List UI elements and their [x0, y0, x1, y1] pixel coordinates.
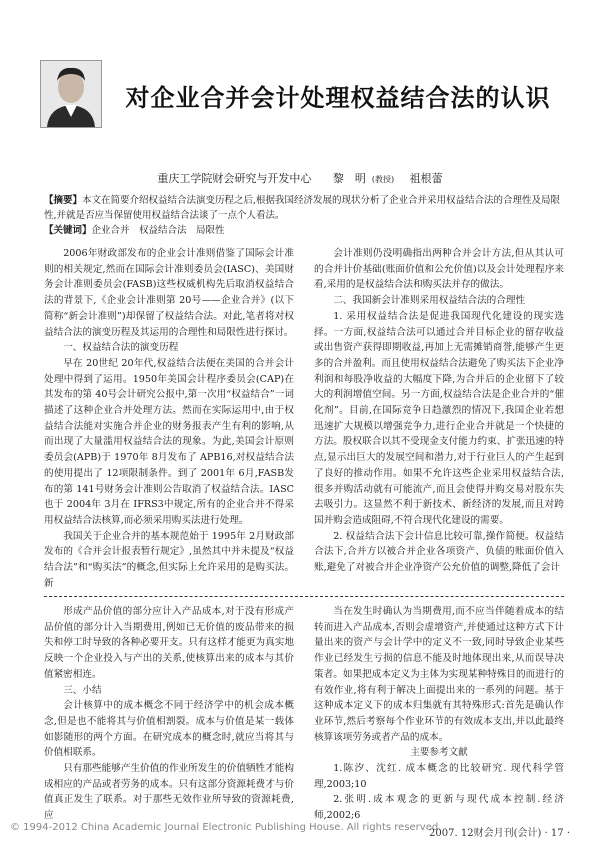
abstract-block: [44, 193, 564, 238]
paragraph: 2. 权益结合法下会计信息比较可靠,操作简便。权益结合法下,合并方以被合并企业各项资产、负债的账面价值入账,避免了对被合并企业净资产公允价值的调整,降低了会计: [314, 530, 564, 574]
bottom-left-column: [44, 604, 294, 824]
paragraph: 会计准则仍没明确指出两种合并会计方法,但从其认可的合并计价基础(账面价值和公允价值)以及会计处理程序来看,采用的是权益结合法和购买法并存的做法。: [314, 248, 564, 291]
left-column: [44, 246, 294, 591]
paragraph: 只有那些能够产生价值的作业所发生的价值牺牲才能构成相应的产品或者劳务的成本。只有这部分资源耗费才与价值真正发生了联系。对于那些无效作业所导致的资源耗费,应: [44, 763, 294, 822]
section-heading: 一、权益结合法的演变历程: [63, 342, 179, 354]
author-line: [0, 170, 600, 186]
abstract: 【摘要】本文在简要介绍权益结合法演变历程之后,根据我国经济发展的现状分析了企业合并采用权益结合法的合理性及局限性,并就是否应当保留使用权益结合法谈了一点个人看法。: [44, 195, 561, 221]
paragraph: 我国关于企业合并的基本规范始于 1995年 2月财政部发布的《合并会计报表暂行规定》,虽然其中并未提及“权益结合法”和“购买法”的概念,但实际上允许采用的是购买法。新: [44, 530, 294, 589]
author-photo: [40, 60, 102, 128]
affiliation: 重庆工学院财会研究与开发中心: [157, 172, 312, 185]
article-title: 对企业合并会计处理权益结合法的认识: [125, 83, 551, 112]
paragraph: 1. 采用权益结合法是促进我国现代化建设的现实选择。一方面,权益结合法可以通过合并目标企业的留存收益或出售资产获得即期收益,再加上无需摊销商誉,能够产生更多的合并盈利。而且使用权益结合法避免了购买法下企业净利润和每股净收益的大幅度下降,为合并后的企业留下了较大的利润增值空间。另一方面,权益结合法是企业合并的“催化剂”。目前,在国际竞争日趋激烈的情况下,我国企业若想迅速扩大规模以增强竞争力,进行企业合并就是一个快捷的方法。股权联合以其不受现金支付能力约束、扩张迅速的特点,显示出巨大的发展空间和潜力,对于行业巨人的产生起到了良好的推动作用。如果不允许这些企业采用权益结合法,很多并购活动就有可能流产,而且会使得并购交易对股东失去吸引力。这显然不利于新技术、新经济的发展,而且对跨国并购会造成阻碍,不符合现代化建设的需要。: [314, 310, 564, 526]
keywords: 【关键词】企业合并 权益结合法 局限性: [44, 225, 225, 236]
author-1: 黎 明 (教授): [332, 172, 395, 185]
right-column: [314, 246, 564, 576]
section-heading: 三、小结: [63, 684, 102, 696]
journal-issue: 2007. 12财会月刊(会计) · 17 ·: [429, 828, 570, 839]
portrait-image: [41, 61, 101, 127]
references-heading: 主要参考文献: [410, 747, 468, 759]
bottom-right-column: [314, 604, 564, 824]
paragraph: 2006年财政部发布的企业会计准则借鉴了国际会计准则的相关规定,然而在国际会计准则委员会(IASC)、美国财务会计准则委员会(FASB)这些权威机构先后取消权益结合法的背景下,《企业会计准则第 20号——企业合并》(以下简称“新会计准则”)却保留了权益结合法。对此,笔者将对权益结合法的演变历程及其运用的合理性和局限性进行探讨。: [44, 248, 294, 338]
paragraph: 会计核算中的成本概念不同于经济学中的机会成本概念,但是也不能将其与价值相割裂。成本与价值是某一载体如影随形的两个方面。在研究成本的概念时,就应当将其与价值相联系。: [44, 700, 294, 759]
paragraph: 当在发生时确认为当期费用,而不应当伴随着成本的结转而进入产品成本,否则会虚增资产,并使通过这种方式下计量出来的资产与会计学中的定义不一致,同时导致企业某些作业已经发生亏损的信息不能及时地体现出来,从而误导决策者。如果把成本定义为主体为实现某种特殊目的而进行的有效作业,将有利于解决上面提出来的一系列的问题。基于这种成本定义下的成本归集就有其特殊形式:首先是确认作业环节,然后考察每个作业环节的有效成本支出,并以此最终核算该项劳务或者产品的成本。: [314, 606, 564, 743]
reference-item: 2.张明.成本观念的更新与现代成本控制.经济师,2002;6: [314, 794, 564, 822]
page-footer: [10, 822, 590, 839]
article-separator: [44, 596, 564, 597]
author-2: 祖根蕾: [409, 172, 443, 185]
paragraph: 形成产品价值的部分应计入产品成本,对于没有形成产品价值的部分计入当期费用,例如已无价值的废品带来的损失和停工时导致的各种必要开支。只有这样才能更为真实地反映一个企业投入与产出的关系,使核算出来的成本与其价值紧密相连。: [44, 606, 294, 680]
reference-item: 1.陈汐、沈红. 成本概念的比较研究. 现代科学管理,2003;10: [314, 763, 564, 790]
copyright-watermark: © 1994-2012 China Academic Journal Electronic Publishing House. All rights reserved.: [10, 822, 442, 833]
paragraph: 早在 20世纪 20年代,权益结合法便在美国的合并会计处理中得到了运用。1950年美国会计程序委员会(CAP)在其发布的第 40号会计研究公报中,第一次用“权益结合”一词描述了这种企业合并处理方法。然而在实际运用中,由于权益结合法能对实施合并企业的财务报表产生有利的影响,从而出现了大量滥用权益结合法的现象。为此,美国会计原则委员会(APB)于 1970年 8月发布了 APB16,对权益结合法的使用提出了 12项限制条件。到了 2001年 6月,FASB发布的第 141号财务会计准则公告取消了权益结合法。IASC也于 2004年 3月在 IFRS3中规定,所有的企业合并不得采用权益结合法核算,而必须采用购买法进行处理。: [44, 357, 294, 526]
section-heading: 二、我国新会计准则采用权益结合法的合理性: [333, 295, 526, 307]
